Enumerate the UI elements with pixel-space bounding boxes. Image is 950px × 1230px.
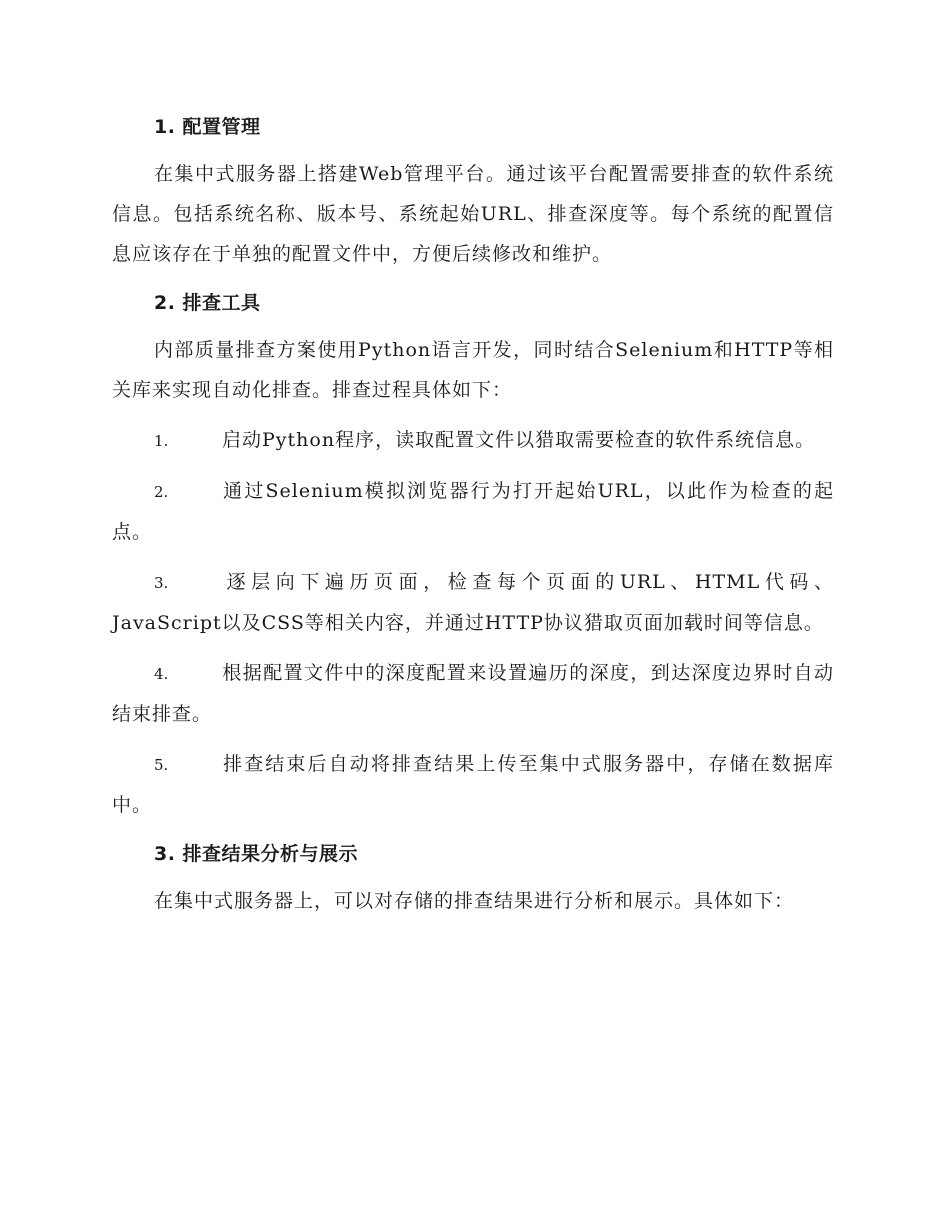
list-item-text: 根据配置文件中的深度配置来设置遍历的深度，到达深度边界时自动结束排查。: [112, 662, 834, 725]
list-item: [112, 653, 834, 734]
list-item-number: 1.: [154, 432, 169, 450]
list-item-number: 4.: [154, 665, 169, 683]
list-item-text: 逐层向下遍历页面，检查每个页面的URL、HTML代码、JavaScript以及CSS等相关内容，并通过HTTP协议猎取页面加载时间等信息。: [112, 571, 834, 634]
list-item-number: 3.: [154, 574, 169, 592]
list-item: [112, 471, 834, 552]
list-item-text: 排查结束后自动将排查结果上传至集中式服务器中，存储在数据库中。: [112, 753, 834, 816]
list-item-number: 2.: [154, 483, 169, 501]
section-heading-config: 1. 配置管理: [154, 116, 261, 138]
list-item: [112, 420, 834, 461]
section-paragraph-config: 在集中式服务器上搭建Web管理平台。通过该平台配置需要排查的软件系统信息。包括系统名称、版本号、系统起始URL、排查深度等。每个系统的配置信息应该存在于单独的配置文件中，方便后续修改和维护。: [112, 163, 834, 265]
document-page: [112, 108, 834, 929]
list-item-number: 5.: [154, 756, 169, 774]
section-paragraph-tool: 内部质量排查方案使用Python语言开发，同时结合Selenium和HTTP等相关库来实现自动化排查。排查过程具体如下：: [112, 339, 834, 401]
section-paragraph-analysis: 在集中式服务器上，可以对存储的排查结果进行分析和展示。具体如下：: [154, 890, 795, 912]
list-item-text: 启动Python程序，读取配置文件以猎取需要检查的软件系统信息。: [222, 429, 816, 451]
section-heading-tool: 2. 排查工具: [154, 292, 261, 314]
list-item: [112, 744, 834, 825]
list-item: [112, 562, 834, 643]
procedure-list: [112, 420, 834, 825]
section-heading-analysis: 3. 排查结果分析与展示: [154, 843, 359, 865]
list-item-text: 通过Selenium模拟浏览器行为打开起始URL，以此作为检查的起点。: [112, 480, 834, 543]
